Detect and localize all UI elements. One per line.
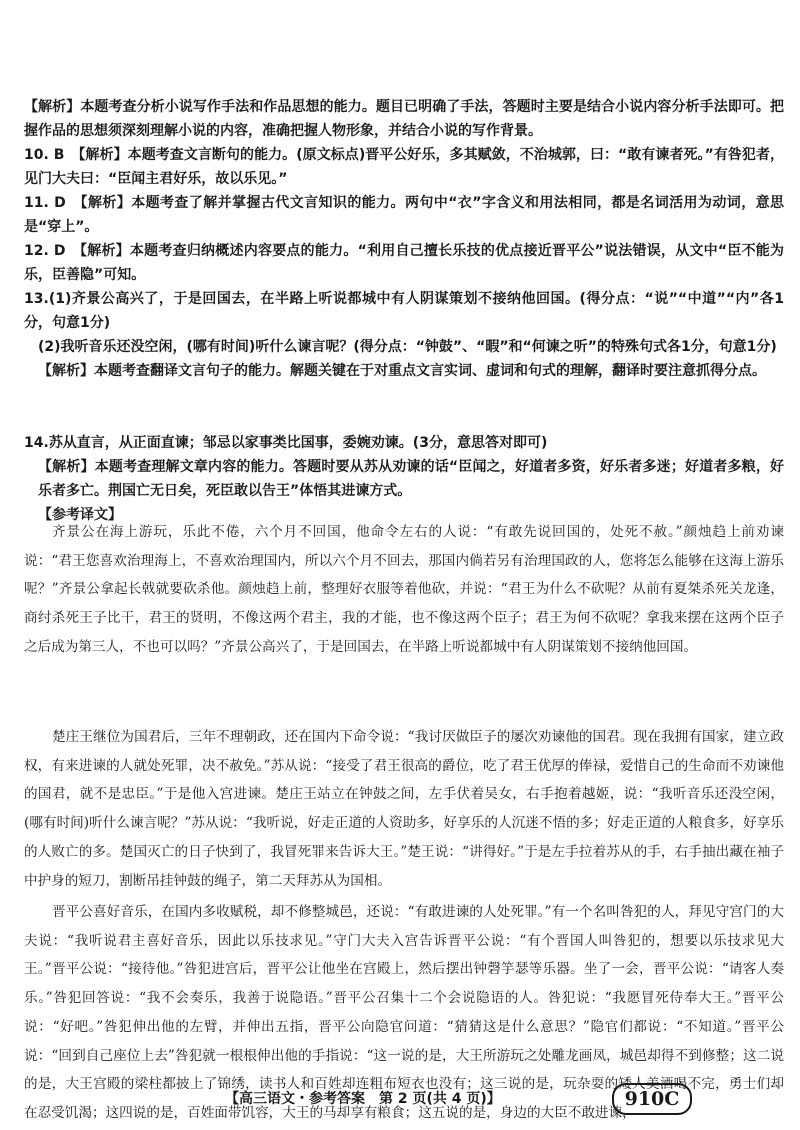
- answer-part-2: (2)我听音乐还没空闲，(哪有时间)听什么谏言呢？(得分点：“钟鼓”、“暇”和“何谏之听”的特殊句式各1分，句意1分): [38, 339, 777, 355]
- translation-paragraph-1: 齐景公在海上游玩，乐此不倦，六个月不回国，他命令左右的人说：“有敢先说回国的，处死不赦。”颜烛趋上前劝谏说：“君王您喜欢治理海上，不喜欢治理国内，所以六个月不回去，那国内倘若另有治理国政的人，您将怎么能够在这海上游乐呢？”齐景公拿起长戟就要砍杀他。颜烛趋上前，整理好衣服等着他砍，并说：“君王为什么不砍呢？从前有夏桀杀死关龙逢，商纣杀死王子比干，君王的贤明，不像这两个君主，我的才能，也不像这两个臣子；君王为何不砍呢？拿我来摆在这两个臣子之后成为第三人，不也可以吗？”齐景公高兴了，于是回国去，在半路上听说都城中有人阴谋策划不接纳他回国。: [24, 524, 784, 655]
- page-footer: [0, 1083, 800, 1113]
- analysis-tag: 【解析】: [78, 147, 128, 163]
- footer-text: 【高三语文・参考答案 第 2 页(共 4 页)】: [225, 1091, 501, 1107]
- analysis-tag: 【解析】: [38, 459, 95, 475]
- question-label: 10. B: [24, 147, 65, 163]
- question-label: 13.: [24, 291, 49, 307]
- answer-q13: [24, 287, 784, 383]
- analysis-q9: [24, 95, 784, 143]
- question-label: 11. D: [24, 195, 66, 211]
- analysis-text: 本题考查了解并掌握古代文言知识的能力。两句中“衣”字含义和用法相同，都是名词活用为动词，意思是“穿上”。: [24, 195, 785, 235]
- translation-paragraph-3: 晋平公喜好音乐，在国内多收赋税，却不修整城邑，还说：“有敢进谏的人处死罪。”有一个名叫咎犯的人，拜见守宫门的大夫说：“我听说君主喜好音乐，因此以乐技求见。”守门大夫入宫告诉晋平公说：“有个晋国人叫咎犯的，想要以乐技求见大王。”晋平公说：“接待他。”咎犯进宫后，晋平公让他坐在宫殿上，然后摆出钟磬竽瑟等乐器。坐了一会，晋平公说：“请客人奏乐。”咎犯回答说：“我不会奏乐，我善于说隐语。”晋平公召集十二个会说隐语的人。咎犯说：“我愿冒死侍奉大王。”晋平公说：“好吧。”咎犯伸出他的左臂，并伸出五指，晋平公向隐官问道：“猜猜这是什么意思？”隐官们都说：“不知道。”晋平公说：“回到自己座位上去”咎犯就一根根伸出他的手指说：“这一说的是，大王所游玩之处雕龙画凤，城邑却得不到修整；这二说的是，大王宫殿的梁柱都披上了锦绣，读书人和百姓却连粗布短衣也没有；这三说的是，玩杂耍的矮人美酒喝不完，勇士们却在忍受饥渴；这四说的是，百姓面带饥容，大王的马却享有粮食；这五说的是，身边的大臣不敢进谏，: [24, 904, 784, 1121]
- analysis-text: 本题考查翻译文言句子的能力。解题关键在于对重点文言实词、虚词和句式的理解，翻译时要注意抓得分点。: [94, 363, 766, 379]
- analysis-text: 本题考查理解文章内容的能力。答题时要从苏从劝谏的话“臣闻之，好道者多资，好乐者多迷；好道者多粮，好乐者多亡。荆国亡无日矣，死臣敢以告王”体悟其进谏方式。: [38, 459, 785, 499]
- analysis-tag: 【解析】: [80, 195, 132, 211]
- analysis-text: 本题考查分析小说写作手法和作品思想的能力。题目已明确了手法，答题时主要是结合小说内容分析手法即可。把握作品的思想须深刻理解小说的内容，准确把握人物形象，并结合小说的写作背景。: [24, 99, 785, 139]
- translation-heading: 【参考译文】: [38, 507, 122, 523]
- answer-text: 苏从直言，从正面直谏；邹忌以家事类比国事，委婉劝谏。(3分，意思答对即可): [48, 435, 548, 451]
- answer-q10: [24, 143, 784, 191]
- answer-q11: [24, 191, 784, 239]
- question-label: 12. D: [24, 243, 66, 259]
- analysis-text: 本题考查文言断句的能力。(原文标点)晋平公好乐，多其赋敛，不治城郭，曰：“敢有谏者死。”有咎犯者，见门大夫曰：“臣闻主君好乐，故以乐见。”: [24, 147, 784, 187]
- analysis-text: 本题考查归纳概述内容要点的能力。“利用自己擅长乐技的优点接近晋平公”说法错误，从文中“臣不能为乐，臣善隐”可知。: [24, 243, 785, 283]
- analysis-tag: 【解析】: [24, 99, 81, 115]
- paper-code-badge: 910C: [612, 1083, 692, 1115]
- translation-paragraph-2: 楚庄王继位为国君后，三年不理朝政，还在国内下命令说：“我讨厌做臣子的屡次劝谏他的国君。现在我拥有国家，建立政权，有来进谏的人就处死罪，决不赦免。”苏从说：“接受了君王很高的爵位，吃了君王优厚的俸禄，爱惜自己的生命而不劝谏他的国君，就不是忠臣。”于是他入宫进谏。楚庄王站立在钟鼓之间，左手伏着吴女，右手抱着越姬，说：“我听音乐还没空闲，(哪有时间)听什么谏言呢？”苏从说：“我听说，好走正道的人资助多，好享乐的人沉迷不悟的多；好走正道的人粮食多，好享乐的人败亡的多。楚国灭亡的日子快到了，我冒死罪来告诉大王。”楚王说：“讲得好。”于是左手拉着苏从的手，右手抽出藏在袖子中护身的短刀，割断吊挂钟鼓的绳子，第二天拜苏从为国相。: [24, 729, 784, 889]
- answer-q14: [24, 431, 784, 527]
- question-label: 14.: [24, 435, 49, 451]
- answer-part-1: (1)齐景公高兴了，于是回国去，在半路上听说都城中有人阴谋策划不接纳他回国。(得分点：“说”“中道”“内”各1分，句意1分): [24, 291, 784, 331]
- analysis-tag: 【解析】: [80, 243, 130, 259]
- answer-q12: [24, 239, 784, 287]
- analysis-tag: 【解析】: [38, 363, 94, 379]
